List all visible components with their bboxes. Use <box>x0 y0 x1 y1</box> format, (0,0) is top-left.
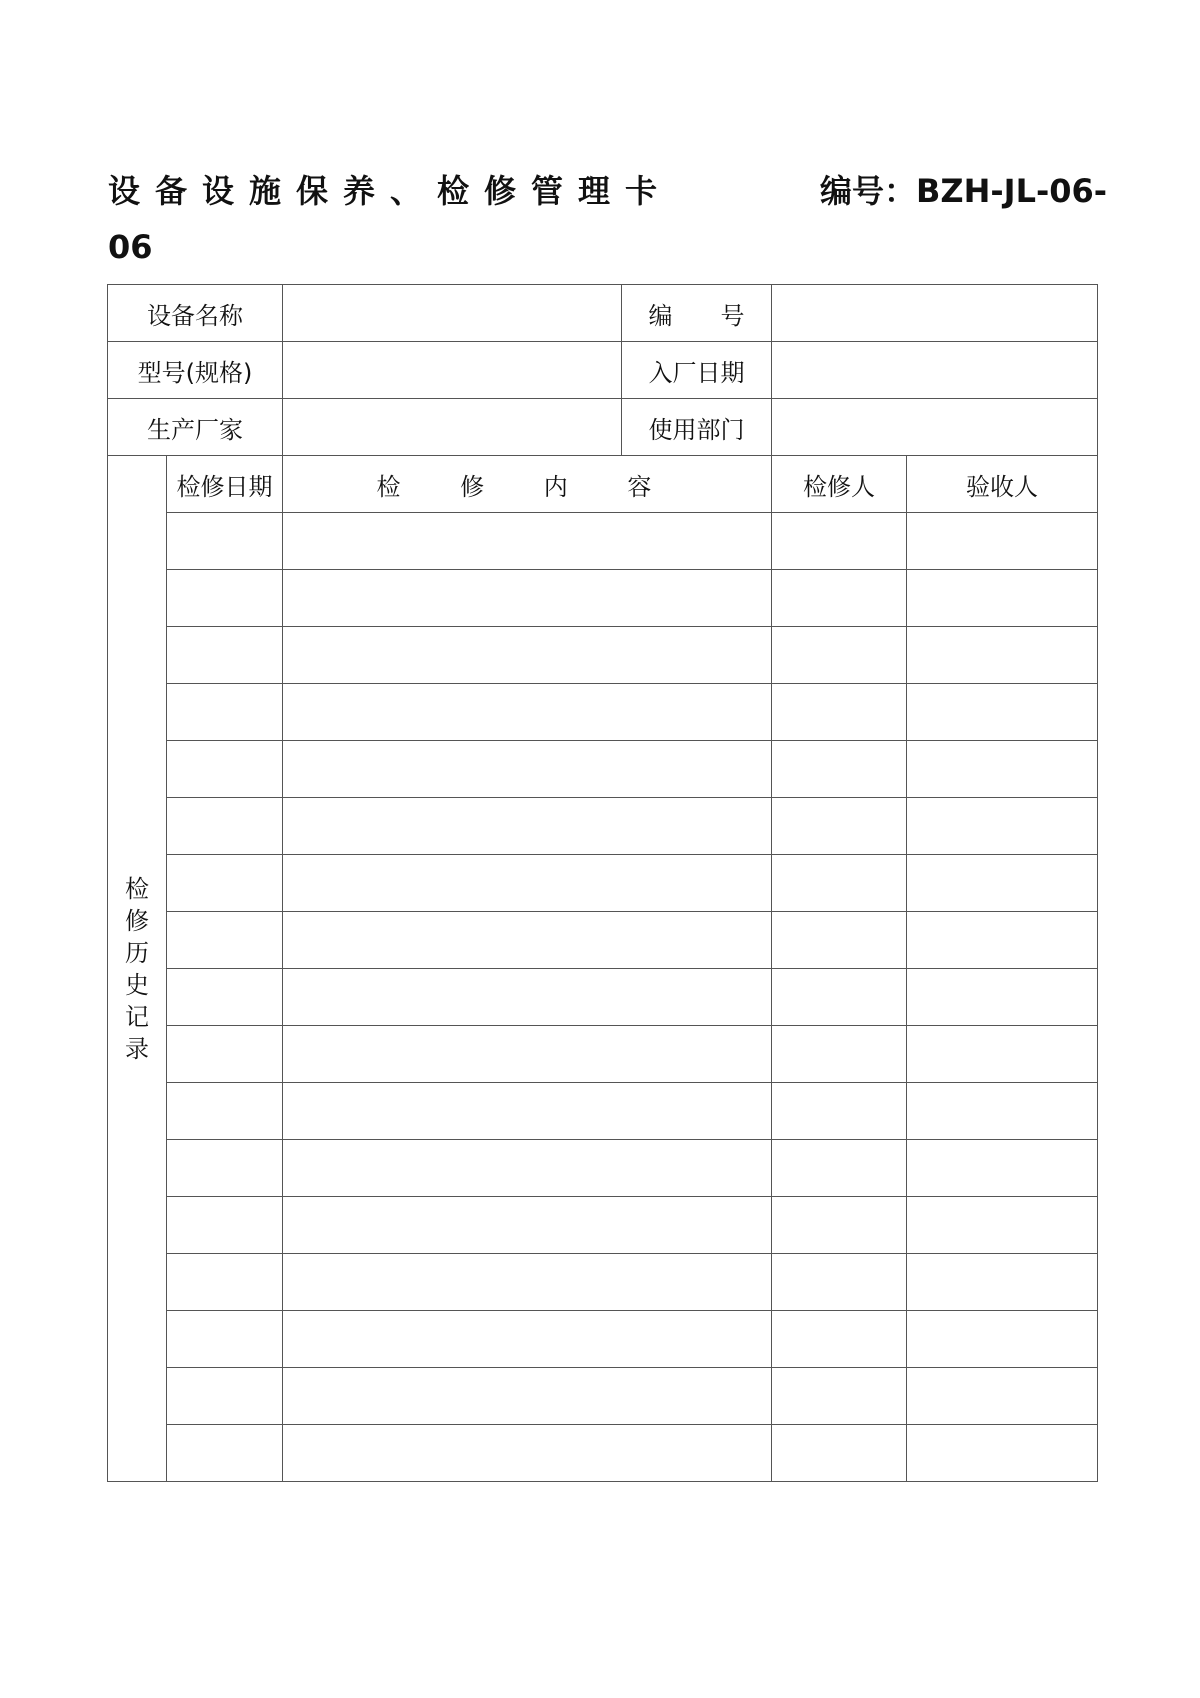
label-number: 编 号 <box>622 285 772 342</box>
column-header-content: 检 修 内 容 <box>283 456 772 513</box>
record-acceptor-cell[interactable] <box>907 684 1098 741</box>
history-side-label <box>108 456 167 1482</box>
record-content-cell[interactable] <box>283 1197 772 1254</box>
record-acceptor-cell[interactable] <box>907 1425 1098 1482</box>
record-repairer-cell[interactable] <box>772 855 907 912</box>
record-acceptor-cell[interactable] <box>907 798 1098 855</box>
label-entry-date: 入厂日期 <box>622 342 772 399</box>
table-row <box>108 1083 1098 1140</box>
record-repairer-cell[interactable] <box>772 627 907 684</box>
record-acceptor-cell[interactable] <box>907 570 1098 627</box>
record-content-cell[interactable] <box>283 513 772 570</box>
record-acceptor-cell[interactable] <box>907 912 1098 969</box>
field-manufacturer[interactable] <box>283 399 622 456</box>
record-date-cell[interactable] <box>167 1083 283 1140</box>
record-date-cell[interactable] <box>167 1425 283 1482</box>
table-row <box>108 798 1098 855</box>
record-repairer-cell[interactable] <box>772 513 907 570</box>
table-row <box>108 912 1098 969</box>
table-row <box>108 969 1098 1026</box>
side-char: 修 <box>125 906 149 935</box>
table-row <box>108 684 1098 741</box>
label-device-name: 设备名称 <box>108 285 283 342</box>
record-repairer-cell[interactable] <box>772 1197 907 1254</box>
side-char: 历 <box>125 938 149 967</box>
side-char: 记 <box>125 1002 149 1031</box>
record-repairer-cell[interactable] <box>772 570 907 627</box>
record-content-cell[interactable] <box>283 741 772 798</box>
label-department: 使用部门 <box>622 399 772 456</box>
record-content-cell[interactable] <box>283 912 772 969</box>
record-repairer-cell[interactable] <box>772 1368 907 1425</box>
record-acceptor-cell[interactable] <box>907 1254 1098 1311</box>
table-row <box>108 855 1098 912</box>
label-model: 型号(规格) <box>108 342 283 399</box>
table-row <box>108 1197 1098 1254</box>
record-repairer-cell[interactable] <box>772 912 907 969</box>
table-row <box>108 570 1098 627</box>
record-repairer-cell[interactable] <box>772 1425 907 1482</box>
field-device-name[interactable] <box>283 285 622 342</box>
label-manufacturer: 生产厂家 <box>108 399 283 456</box>
record-date-cell[interactable] <box>167 570 283 627</box>
record-date-cell[interactable] <box>167 1368 283 1425</box>
record-date-cell[interactable] <box>167 627 283 684</box>
side-char: 录 <box>125 1034 149 1063</box>
record-content-cell[interactable] <box>283 1425 772 1482</box>
info-row-model <box>108 342 1098 399</box>
record-acceptor-cell[interactable] <box>907 969 1098 1026</box>
table-row <box>108 1140 1098 1197</box>
table-row <box>108 1425 1098 1482</box>
record-acceptor-cell[interactable] <box>907 513 1098 570</box>
record-repairer-cell[interactable] <box>772 1026 907 1083</box>
field-department[interactable] <box>772 399 1098 456</box>
record-date-cell[interactable] <box>167 1311 283 1368</box>
record-repairer-cell[interactable] <box>772 798 907 855</box>
document-code: 编号：BZH-JL-06- <box>820 172 1108 210</box>
record-content-cell[interactable] <box>283 1083 772 1140</box>
field-model[interactable] <box>283 342 622 399</box>
field-number[interactable] <box>772 285 1098 342</box>
record-acceptor-cell[interactable] <box>907 1083 1098 1140</box>
document-code-suffix: 06 <box>108 228 153 266</box>
column-header-repairer: 检修人 <box>772 456 907 513</box>
record-date-cell[interactable] <box>167 684 283 741</box>
record-content-cell[interactable] <box>283 684 772 741</box>
record-content-cell[interactable] <box>283 1254 772 1311</box>
record-repairer-cell[interactable] <box>772 684 907 741</box>
record-repairer-cell[interactable] <box>772 1140 907 1197</box>
table-row <box>108 1368 1098 1425</box>
record-content-cell[interactable] <box>283 1140 772 1197</box>
record-content-cell[interactable] <box>283 1311 772 1368</box>
table-row <box>108 741 1098 798</box>
record-date-cell[interactable] <box>167 798 283 855</box>
record-date-cell[interactable] <box>167 1026 283 1083</box>
record-repairer-cell[interactable] <box>772 1254 907 1311</box>
table-row <box>108 1311 1098 1368</box>
record-content-cell[interactable] <box>283 855 772 912</box>
record-content-cell[interactable] <box>283 1026 772 1083</box>
side-char: 检 <box>125 874 149 903</box>
record-date-cell[interactable] <box>167 855 283 912</box>
table-row <box>108 513 1098 570</box>
record-date-cell[interactable] <box>167 969 283 1026</box>
record-acceptor-cell[interactable] <box>907 741 1098 798</box>
record-date-cell[interactable] <box>167 513 283 570</box>
record-date-cell[interactable] <box>167 912 283 969</box>
record-repairer-cell[interactable] <box>772 741 907 798</box>
record-content-cell[interactable] <box>283 570 772 627</box>
record-date-cell[interactable] <box>167 1140 283 1197</box>
field-entry-date[interactable] <box>772 342 1098 399</box>
record-repairer-cell[interactable] <box>772 969 907 1026</box>
record-content-cell[interactable] <box>283 627 772 684</box>
record-repairer-cell[interactable] <box>772 1311 907 1368</box>
record-acceptor-cell[interactable] <box>907 855 1098 912</box>
side-char: 史 <box>125 970 149 999</box>
column-header-date: 检修日期 <box>167 456 283 513</box>
info-row-manufacturer <box>108 399 1098 456</box>
record-acceptor-cell[interactable] <box>907 627 1098 684</box>
record-content-cell[interactable] <box>283 1368 772 1425</box>
table-row <box>108 1026 1098 1083</box>
history-header-row <box>108 456 1098 513</box>
record-date-cell[interactable] <box>167 741 283 798</box>
record-date-cell[interactable] <box>167 1197 283 1254</box>
document-title: 设备设施保养、检修管理卡 <box>108 172 673 210</box>
record-acceptor-cell[interactable] <box>907 1140 1098 1197</box>
maintenance-card-table <box>107 284 1098 1482</box>
table-row <box>108 627 1098 684</box>
record-acceptor-cell[interactable] <box>907 1197 1098 1254</box>
record-acceptor-cell[interactable] <box>907 1368 1098 1425</box>
record-acceptor-cell[interactable] <box>907 1026 1098 1083</box>
record-date-cell[interactable] <box>167 1254 283 1311</box>
column-header-acceptor: 验收人 <box>907 456 1098 513</box>
record-repairer-cell[interactable] <box>772 1083 907 1140</box>
info-row-device-name <box>108 285 1098 342</box>
record-content-cell[interactable] <box>283 969 772 1026</box>
record-content-cell[interactable] <box>283 798 772 855</box>
record-acceptor-cell[interactable] <box>907 1311 1098 1368</box>
table-row <box>108 1254 1098 1311</box>
